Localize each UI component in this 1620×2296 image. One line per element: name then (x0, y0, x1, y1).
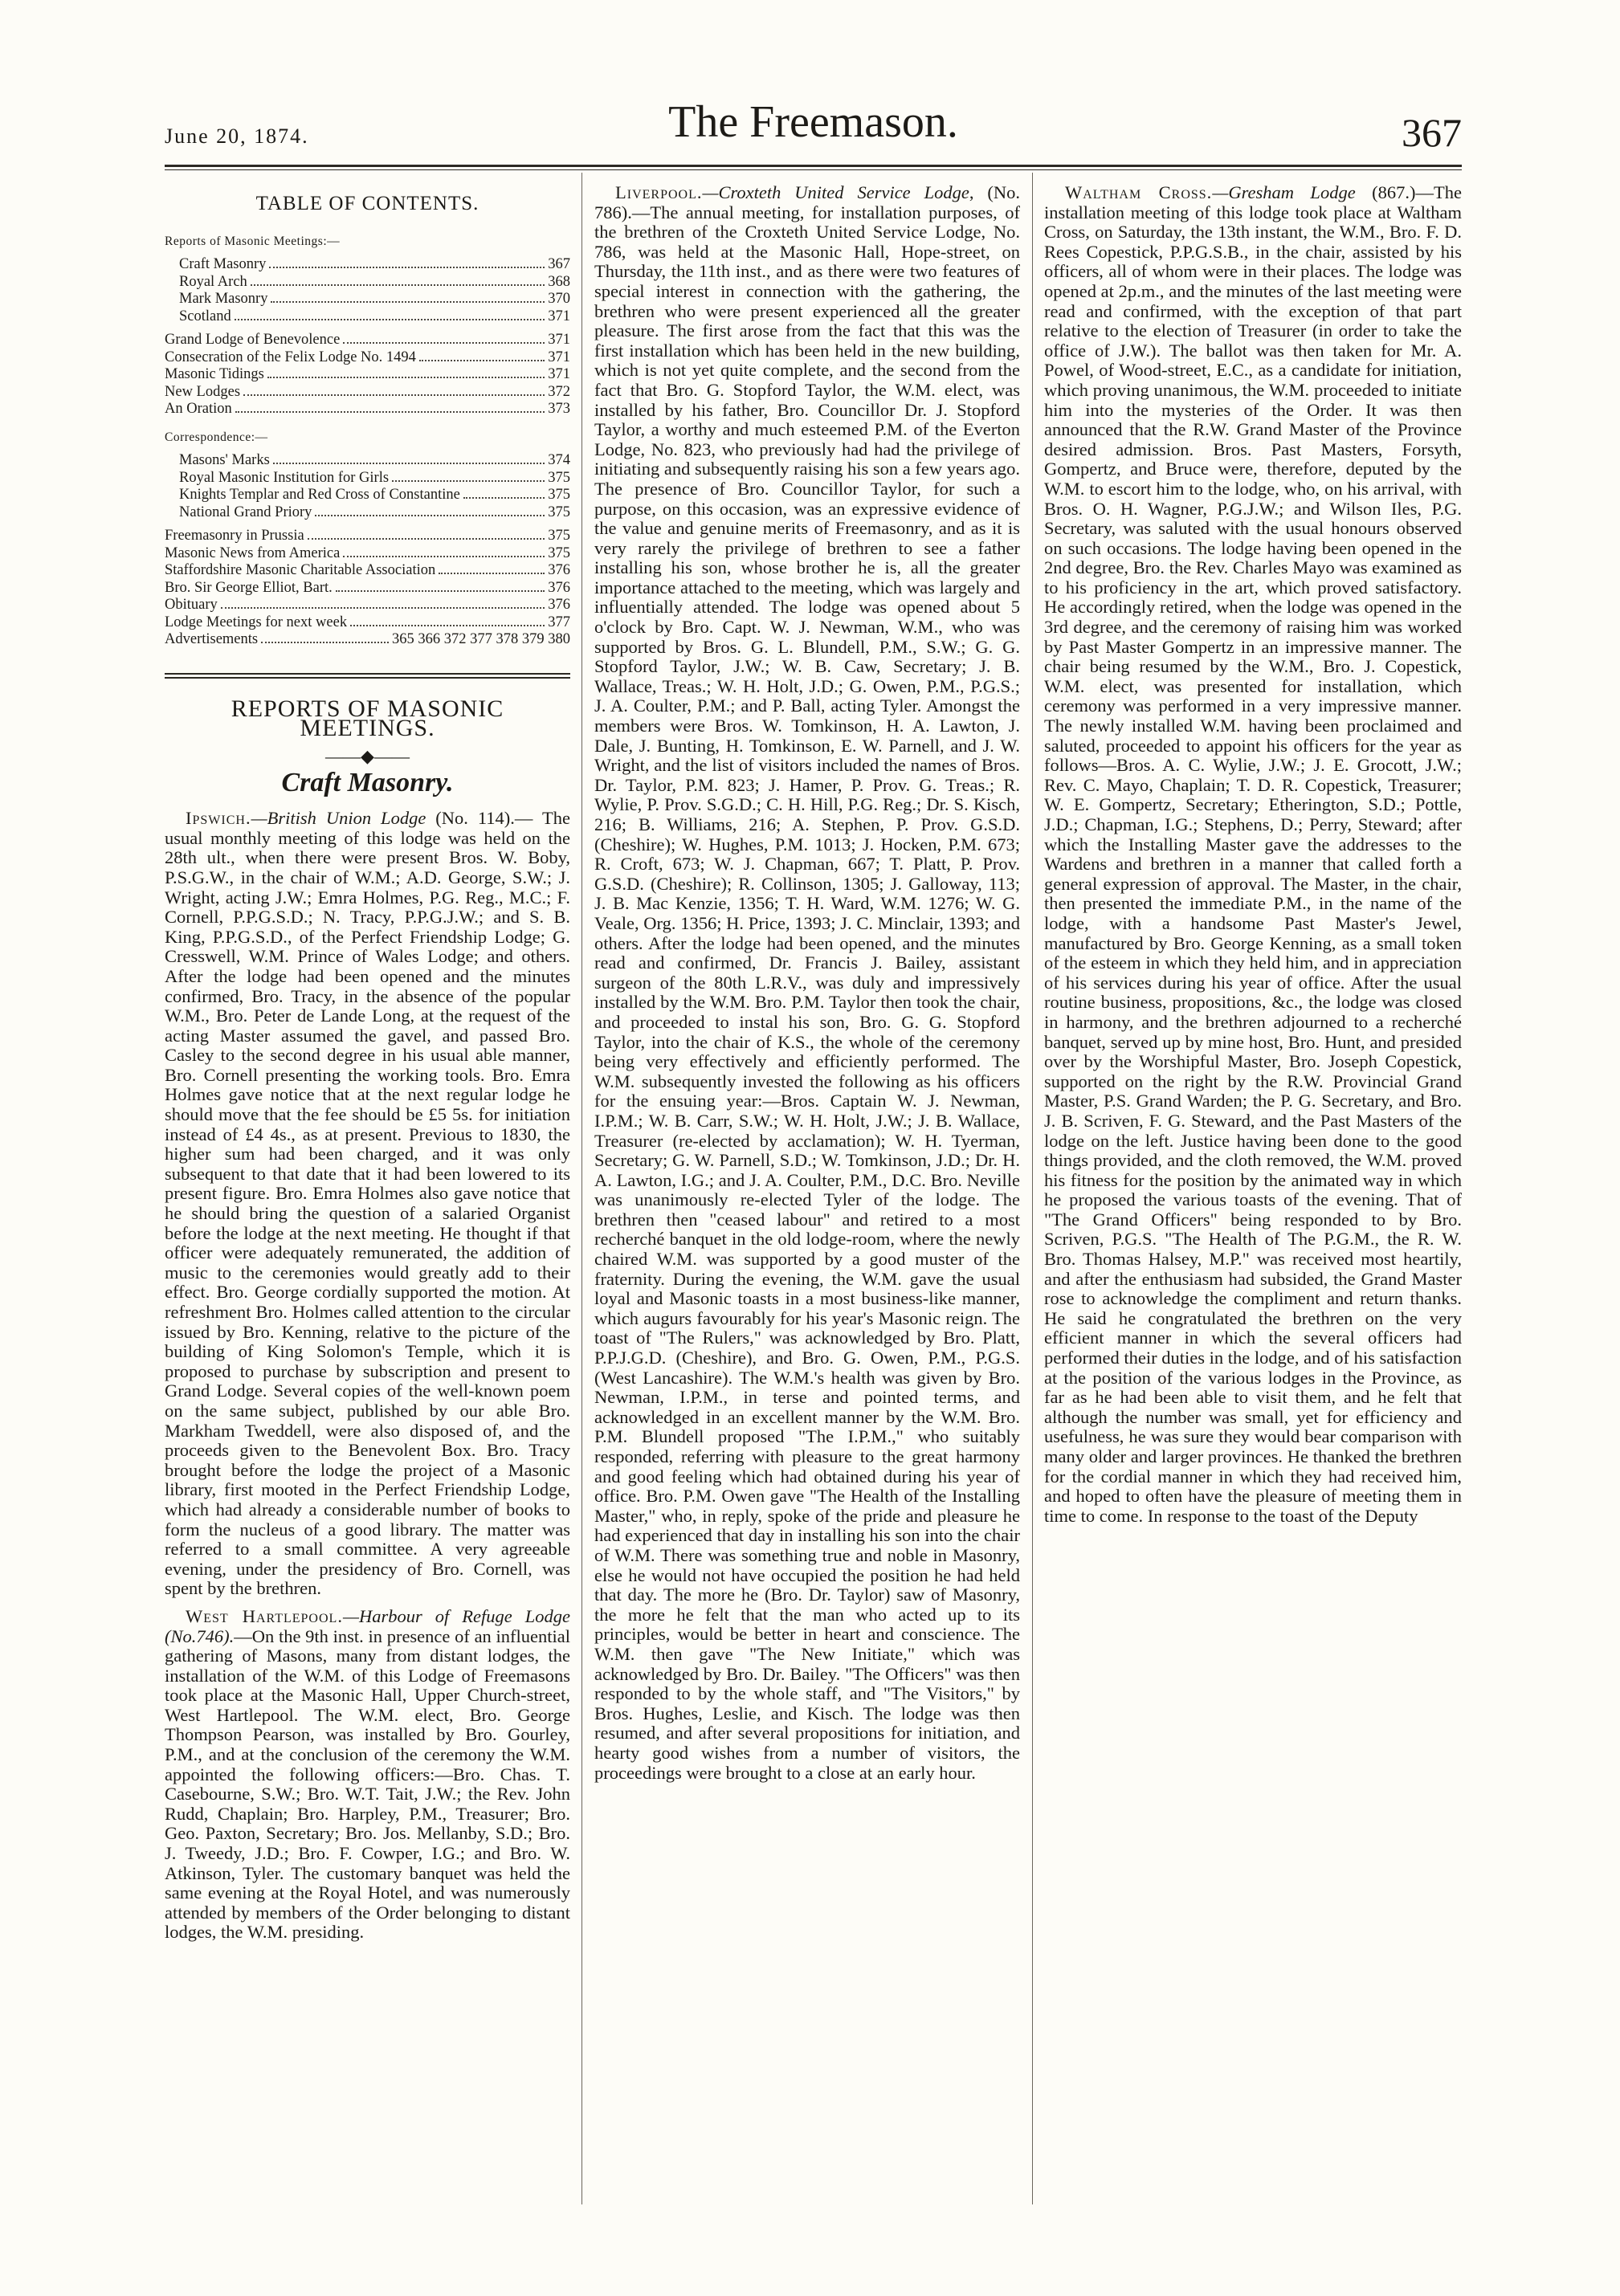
article-lodge-number: (No. 114).— (435, 808, 533, 829)
toc-tail-list (165, 528, 570, 649)
article-liverpool: Liverpool.—Croxteth United Service Lodge, (No. 786).—The annual meeting, for installation purposes, of the brethren of the Croxteth United Service Lodge, No. 786, was held at the Masonic Hall, Hope-street, on Thursday, the 11th inst., and as there were two features of special interest in connection with the gathering, the brethren who were present experienced all the greater pleasure. The first arose from the fact that this was the first installation which has been held in the new building, which is not yet quite complete, and the second from the fact that Bro. G. Stopford Taylor, the W.M. elect, was installed by his father, Bro. Councillor Dr. J. Stopford Taylor, a worthy and much esteemed P.M. of the Everton Lodge, No. 823, who previously had had the privilege of initiating and subsequently raising his son a few years ago. The presence of Bro. Councillor Taylor, for such a purpose, on this occasion, was an expressive evidence of the value and genuine merits of Freemasonry, and as it is very rarely the privilege of brethren to see a father installing his son, whose brother he is, all the greater importance attached to the meeting, which was largely and influentially attended. The lodge was opened about 5 o'clock by Bro. Capt. W. J. Newman, W.M., who was supported by Bros. G. L. Blundell, P.M., S.W.; G. G. Stopford Taylor, J.W.; W. B. Caw, Secretary; J. B. Wallace, Treas.; W. H. Holt, J.D.; G. Owen, P.M., P.G.S.; J. A. Coulter, P.M.; and P. Ball, acting Tyler. Amongst the members were Bros. W. Tomkinson, H. A. Lawton, J. Dale, J. Bunting, H. Tomkinson, E. W. Parnell, and J. W. Wright, and the list of visitors included the names of Bros. Dr. Taylor, P.M. 823; J. Hamer, P. Prov. G. Treas.; R. Wylie, P. Prov. S.G.D.; C. H. Hill, P.G. Reg.; Dr. S. Kisch, 216; B. Williams, 216; A. Stephen, P. Prov. G.S.D. (Cheshire); W. Hughes, P.M. 1013; J. Hocken, P.M. 673; R. Croft, 673; W. J. Chapman, 667; T. Platt, P. Prov. G.S.D. (Cheshire); R. Collinson, 1305; J. Galloway, 113; J. B. Mac Kenzie, 1356; T. H. Ward, W.M. 1276; W. G. Veale, Org. 1356; H. Price, 1393; J. C. Minclair, 1393; and others. After the lodge had been opened, and the minutes read and confirmed, Dr. Francis J. Bailey, assistant surgeon of the 80th L.R.V., was duly and impressively installed by the W.M. Bro. P.M. Taylor then took the chair, and proceeded to instal his son, Bro. G. G. Stopford Taylor, into the chair of K.S., the whole of the ceremony being very effectively and efficiently performed. The W.M. subsequently invested the following as his officers for the ensuing year:—Bros. Captain W. J. Newman, I.P.M.; W. B. Carr, S.W.; W. H. Holt, J.W.; J. B. Wallace, Treasurer (re-elected by acclamation); W. H. Tyerman, Secretary; G. W. Parnell, S.D.; W. Tomkinson, J.D.; Dr. H. A. Lawton, I.G.; and J. A. Coulter, P.M., D.C. Bro. Neville was unanimously re-elected Tyler of the lodge. The brethren then "ceased labour" and retired to a most recherché banquet in the old lodge-room, where the newly chaired W.M. was supported by a good muster of the fraternity. During the evening, the W.M. gave the usual loyal and Masonic toasts in a most business-like manner, which augurs favourably for his year's Masonic reign. The toast of "The Rulers," was acknowledged by Bro. Platt, P.P.J.G.D. (Cheshire), and Bro. G. Owen, P.M., P.G.S. (West Lancashire). The W.M.'s health was given by Bro. Newman, I.P.M., in terse and pointed terms, and acknowledged in an excellent manner by the W.M. Bro. P.M. Blundell proposed "The I.P.M.," who suitably responded, referring with pleasure to the great harmony and good feeling which had obtained during his year of office. Bro. P.M. Owen gave "The Health of the Installing Master," who, in reply, spoke of the pride and pleasure he had experienced that day in installing his son into the chair of W.M. There was something true and noble in Masonry, else he would not have occupied the position he had held that day. The more he (Bro. Dr. Taylor) saw of Masonry, the more he felt that the man who acted up to its principles, would be better in heart and conscience. The W.M. then gave "The New Initiate," which was acknowledged by Bro. Dr. Bailey. "The Officers" was then responded to by the whole staff, and "The Visitors," by Bros. Hughes, Leslie, and Kisch. The lodge was then resumed, and after several propositions for initiation, and hearty good wishes from a number of visitors, the proceedings were brought to a close at an early hour. (594, 183, 1020, 1783)
masthead-rule (165, 165, 1462, 167)
toc-leader-dots (269, 267, 545, 268)
article-lodge: —Croxteth United Service Lodge (702, 183, 969, 202)
article-lodge-number: (No.746). (165, 1625, 235, 1646)
toc-entry (165, 545, 570, 563)
toc-leader-dots (261, 642, 389, 643)
toc-entry (165, 291, 570, 308)
toc-entry-page: 377 (548, 614, 570, 630)
toc-leader-dots (463, 497, 545, 499)
toc-entry (165, 631, 570, 649)
toc-leader-dots (439, 573, 545, 574)
masthead-rule-thin (165, 169, 1462, 170)
toc-leader-dots (271, 301, 545, 303)
toc-entry-name: Craft Masonry (179, 256, 267, 273)
article-place: Ipswich. (186, 808, 251, 829)
toc-entry (165, 504, 570, 522)
toc-leader-dots (419, 360, 545, 361)
toc-entry-name: Mark Masonry (179, 291, 268, 308)
toc-entry-page: 371 (548, 332, 570, 349)
toc-entry-name: Freemasonry in Prussia (165, 528, 304, 544)
toc-title: TABLE OF CONTENTS. (255, 193, 479, 214)
toc-entry-page: 376 (548, 562, 570, 579)
toc-entry-name: Grand Lodge of Benevolence (165, 332, 341, 349)
toc-entry (165, 366, 570, 384)
toc-reports-list (165, 256, 570, 325)
article-lodge: —Gresham Lodge (1212, 183, 1356, 202)
column-3 (1044, 183, 1462, 2239)
toc-leader-dots (308, 538, 545, 540)
toc-entry (165, 384, 570, 402)
toc-entry (165, 308, 570, 326)
toc-leader-dots (267, 377, 545, 378)
toc-entry-page: 375 (548, 504, 570, 520)
toc-leader-dots (243, 394, 545, 396)
toc-entry-page: 376 (548, 579, 570, 596)
toc-entry-page: 368 (548, 273, 570, 290)
toc-leader-dots (235, 319, 545, 320)
article-waltham-cross (1044, 183, 1462, 1526)
toc-entry-page: 375 (548, 469, 570, 486)
toc-entry (165, 401, 570, 418)
column-2 (594, 183, 1020, 2239)
column-rule (1032, 173, 1033, 2204)
toc-leader-dots (221, 607, 545, 609)
toc-entry-name: Staffordshire Masonic Charitable Association (165, 562, 436, 579)
toc-entry-page: 373 (548, 401, 570, 418)
article-west-hartlepool (165, 1607, 570, 1943)
toc-leader-dots (343, 556, 545, 557)
article-lodge-number: (No. 786). (594, 183, 1020, 222)
toc-entry-page: 375 (548, 487, 570, 504)
page-number: 367 (1402, 110, 1462, 155)
toc-section-correspondence: Correspondence:— (165, 430, 268, 444)
toc-entry (165, 274, 570, 292)
toc-entry-name: New Lodges (165, 383, 241, 400)
toc-entry-page: 375 (548, 544, 570, 561)
toc-entry-name: Royal Arch (179, 273, 247, 290)
toc-entry (165, 470, 570, 487)
toc-entry-name: Advertisements (165, 631, 259, 648)
toc-correspondence-list (165, 452, 570, 521)
toc-leader-dots (235, 411, 545, 413)
column-1 (165, 183, 570, 2239)
toc-entry-page: 367 (548, 256, 570, 273)
article-place: Waltham Cross. (1065, 183, 1213, 202)
article-lodge: —British Union Lodge (251, 808, 426, 829)
toc-entry-page: 376 (548, 597, 570, 614)
article-lodge: —Harbour of Refuge Lodge (342, 1605, 570, 1626)
toc-entry-page: 371 (548, 349, 570, 365)
toc-entry-name: Obituary (165, 597, 218, 614)
toc-leader-dots (343, 342, 545, 344)
toc-entry (165, 487, 570, 504)
toc-entry-name: Scotland (179, 308, 231, 324)
section-divider (165, 673, 570, 679)
toc-entry-page: 370 (548, 291, 570, 308)
article-ipswich (165, 809, 570, 1599)
toc-entry-name: Royal Masonic Institution for Girls (179, 469, 390, 486)
toc-entry-name: Masonic News from America (165, 544, 341, 561)
toc-leader-dots (350, 625, 545, 626)
toc-entry-name: National Grand Priory (179, 504, 312, 520)
toc-leader-dots (315, 515, 545, 516)
toc-entry (165, 528, 570, 545)
article-body: —On the 9th inst. in presence of an influential gathering of Masons, many from distant lodges, the installation of the W.M. of this Lodge of Freemasons took place at the Masonic Hall, Upper Church-street, West Hartlepool. The W.M. elect, Bro. George Thompson Pearson, was installed by Bro. Gourley, P.M., and at the conclusion of the ceremony the W.M. appointed the following officers:—Bro. Chas. T. Casebourne, S.W.; Bro. W.T. Tait, J.W.; the Rev. John Rudd, Chaplain; Bro. Harpley, P.M., Treasurer; Bro. Geo. Paxton, Secretary; Bro. Jos. Mellanby, S.D.; Bro. J. Tweedy, J.D.; Bro. F. Cowper, I.G.; and Bro. W. Atkinson, Tyler. The customary banquet was held the same evening at the Royal Hotel, and was numerously attended by members of the Order belonging to distant lodges, the W.M. presiding. (165, 1625, 570, 1943)
toc-entry-name: Knights Templar and Red Cross of Constantine (179, 487, 460, 504)
toc-entry (165, 452, 570, 470)
craft-masonry-heading: Craft Masonry. (281, 767, 454, 797)
toc-entry-name: Consecration of the Felix Lodge No. 1494 (165, 349, 416, 365)
toc-entry (165, 614, 570, 632)
toc-entry (165, 349, 570, 367)
toc-entry-name: An Oration (165, 401, 232, 418)
toc-entry-page: 374 (548, 452, 570, 469)
toc-entry (165, 580, 570, 597)
article-body: —The installation meeting of this lodge took place at Waltham Cross, on Saturday, the 13th instant, the W.M., Bro. F. D. Rees Copestick, P.P.G.S.B., in the chair, assisted by his officers, all of whom were in their places. The lodge was opened at 2p.m., and the minutes of the last meeting were read and confirmed, with the exception of that part relative to the election of Treasurer (in order to take the office of J.W.). The ballot was then taken for Mr. A. Powel, of Wood-street, E.C., as a candidate for initiation, which proving unanimous, the W.M. proceeded to initiate him into the mysteries of the Order. It was then announced that the R.W. Grand Master of the Province desired admission. Bros. Past Masters, Forsyth, Gompertz, and Bruce were, therefore, deputed by the W.M. to escort him to the lodge, who, on his arrival, with Bros. O. H. Wagner, P.G.J.W.; and Wilson Iles, P.G. Secretary, was saluted with the usual honours observed on such occasions. The lodge having been opened in the 2nd degree, Bro. the Rev. Charles Mayo was examined as to his proficiency in the art, which proved satisfactory. He accordingly retired, when the lodge was opened in the 3rd degree, and the ceremony of raising him was worked by Past Master Gompertz in an impressive manner. The chair being resumed by the W.M., Bro. J. Copestick, W.M. elect, was presented for installation, which ceremony was performed in a very impressive manner. The newly installed W.M. having been proclaimed and saluted, proceeded to appoint his officers for the year as follows—Bros. A. C. Wylie, J.W.; J. E. Grocott, J.W.; Rev. C. Mayo, Chaplain; T. D. R. Copestick, Treasurer; W. E. Gompertz, Secretary; Etherington, S.D.; Pottle, J.D.; Chapman, I.G.; Stephens, D.; Perry, Steward; after which the Installing Master gave the addresses to the Wardens and brethren in a manner that called forth a general expression of approval. The Master, in the chair, then presented the immediate P.M., in the name of the lodge, with a handsome Past Master's Jewel, manufactured by Bro. George Kenning, as a small token of the esteem in which they held him, and in appreciation of his services during his year of office. After the usual routine business, propositions, &c., the lodge was closed in harmony, and the brethren adjourned to a recherché banquet, served up by mine host, Bro. Hunt, and presided over by the Worshipful Master, Bro. Joseph Copestick, supported on the right by the R.W. Provincial Grand Master, P.S. Grand Warden; the P. G. Secretary, and Bro. J. B. Scriven, F. G. Steward, and the Past Masters of the lodge on the left. Justice having been done to the good things provided, and the cloth removed, the W.M. proved his fitness for the position by the animated way in which he proposed the various toasts of the evening. That of "The Grand Officers" being responded to by Bro. Scriven, P.G.S. "The Health of The P.G.M., the R. W. Bro. Thomas Halsey, M.P." was received most heartily, and after the enthusiasm had subsided, the Grand Master rose to acknowledge the compliment and return thanks. He said he congratulated the brethren on the very efficient manner in which the several officers had performed their duties in the lodge, and of his satisfaction at the position of the various lodges in the Province, as far as he had been able to visit them, and he felt that although the number was small, yet for efficiency and usefulness, he was sure they would bear comparison with many older and larger provinces. He thanked the brethren for the cordial manner in which they had received him, and hoped to often have the pleasure of meeting them in time to come. In response to the toast of the Deputy (1044, 183, 1462, 1526)
toc-entry (165, 597, 570, 614)
toc-general-list (165, 332, 570, 418)
toc-leader-dots (251, 284, 545, 286)
column-rule (581, 173, 582, 2204)
toc-entry (165, 332, 570, 349)
ornament-divider: ——◆—— (325, 745, 410, 766)
toc-entry-page: 375 (548, 528, 570, 544)
masthead (165, 96, 1462, 161)
toc-entry-name: Lodge Meetings for next week (165, 614, 348, 630)
toc-entry-name: Masons' Marks (179, 452, 270, 469)
newspaper-title: The Freemason. (668, 97, 958, 147)
toc-leader-dots (336, 590, 545, 592)
toc-entry-page: 372 (548, 383, 570, 400)
toc-entry (165, 562, 570, 580)
article-place: West Hartlepool. (186, 1605, 343, 1626)
article-body: The usual monthly meeting of this lodge was held on the 28th ult., when there were present Bros. W. Boby, P.S.G.W., in the chair of W.M.; A.D. George, S.W.; J. Wright, acting J.W.; Emra Holmes, P.G. Reg., M.C.; F. Cornell, P.P.G.S.D.; N. Tracy, P.P.G.J.W.; and S. B. King, P.P.G.S.D., of the Perfect Friendship Lodge; G. Cresswell, W.M. Prince of Wales Lodge; and others. After the lodge had been opened and the minutes confirmed, Bro. Tracy, in the absence of the popular W.M., Bro. Peter de Lande Long, at the request of the acting Master assumed the gavel, and passed Bro. Casley to the second degree in his usual able manner, Bro. Cornell presenting the working tools. Bro. Emra Holmes gave notice that at the next regular lodge he should move that the fee should be £5 5s. for initiation instead of £4 4s., as at present. Previous to 1830, the higher sum had been charged, and it was only subsequent to that date that it had been lowered to its present figure. Bro. Emra Holmes also gave notice that he should bring the question of a salaried Organist before the lodge at the next meeting. He thought if that officer were adequately remunerated, the addition of music to the ceremonies would greatly add to their effect. Bro. George cordially supported the motion. At refreshment Bro. Holmes called attention to the circular issued by Bro. Kenning, relative to the picture of the building of King Solomon's Temple, which it is proposed to purchase by subscription and present to Grand Lodge. Several copies of the well-known poem on the same subject, published by our able Bro. Markham Tweddell, were also disposed of, and the proceeds given to the Benevolent Box. Bro. Tracy brought before the lodge the project of a Masonic library, first mooted in the Perfect Friendship Lodge, which had already a considerable number of books to form the nucleus of a good library. The matter was referred to a small committee. A very agreeable evening, under the presidency of Bro. Cornell, was spent by the brethren. (165, 808, 570, 1599)
issue-date: June 20, 1874. (165, 124, 309, 148)
reports-heading: REPORTS OF MASONIC MEETINGS. (231, 695, 504, 742)
article-lodge-number: (867.) (1372, 183, 1416, 202)
toc-entry-page: 371 (548, 366, 570, 383)
toc-leader-dots (273, 463, 545, 464)
article-body: —The annual meeting, for installation purposes, of the brethren of the Croxteth United Service Lodge, No. 786, was held at the Masonic Hall, Hope-street, on Thursday, the 11th inst., and as there were two features of special interest in connection with the gathering, the brethren who were present experienced all the greater pleasure. The first arose from the fact that this was the first installation which has been held in the new building, which is not yet quite complete, and the second from the fact that Bro. G. Stopford Taylor, the W.M. elect, was installed by his father, Bro. Councillor Dr. J. Stopford Taylor, a worthy and much esteemed P.M. of the Everton Lodge, No. 823, who previously had had the privilege of initiating and subsequently raising his son a few years ago. The presence of Bro. Councillor Taylor, for such a purpose, on this occasion, was an expressive evidence of the value and genuine merits of Freemasonry, and as it is very rarely the privilege of brethren to see a father installing his son, whose brother he is, all the greater importance attached to the meeting, which was largely and influentially attended. The lodge was opened about 5 o'clock by Bro. Capt. W. J. Newman, W.M., who was supported by Bros. G. L. Blundell, P.M., S.W.; G. G. Stopford Taylor, J.W.; W. B. Caw, Secretary; J. B. Wallace, Treas.; W. H. Holt, J.D.; G. Owen, P.M., P.G.S.; J. A. Coulter, P.M.; and P. Ball, acting Tyler. Amongst the members were Bros. W. Tomkinson, H. A. Lawton, J. Dale, J. Bunting, H. Tomkinson, E. W. Parnell, and J. W. Wright, and the list of visitors included the names of Bros. Dr. Taylor, P.M. 823; J. Hamer, P. Prov. G. Treas.; R. Wylie, P. Prov. S.G.D.; C. H. Hill, P.G. Reg.; Dr. S. Kisch, 216; B. Williams, 216; A. Stephen, P. Prov. G.S.D. (Cheshire); W. Hughes, P.M. 1013; J. Hocken, P.M. 673; R. Croft, 673; W. J. Chapman, 667; T. Platt, P. Prov. G.S.D. (Cheshire); R. Collinson, 1305; J. Galloway, 113; J. B. Mac Kenzie, 1356; T. H. Ward, W.M. 1276; W. G. Veale, Org. 1356; H. Price, 1393; J. C. Minclair, 1393; and others. After the lodge had been opened, and the minutes read and confirmed, Dr. Francis J. Bailey, assistant surgeon of the 80th L.R.V., was duly and impressively installed by the W.M. Bro. P.M. Taylor then took the chair, and proceeded to instal his son, Bro. G. G. Stopford Taylor, into the chair of K.S., the whole of the ceremony being very effectively and efficiently performed. The W.M. subsequently invested the following as his officers for the ensuing year:—Bros. Captain W. J. Newman, I.P.M.; W. B. Carr, S.W.; W. H. Holt, J.W.; J. B. Wallace, Treasurer (re-elected by acclamation); W. H. Tyerman, Secretary; G. W. Parnell, S.D.; W. Tomkinson, J.D.; Dr. H. A. Lawton, I.G.; and J. A. Coulter, P.M., D.C. Bro. Neville was unanimously re-elected Tyler of the lodge. The brethren then "ceased labour" and retired to a most recherché banquet in the old lodge-room, where the newly chaired W.M. was supported by a good muster of the fraternity. During the evening, the W.M. gave the usual loyal and Masonic toasts in a most business-like manner, which augurs favourably for his year's Masonic reign. The toast of "The Rulers," was acknowledged by Bro. Platt, P.P.J.G.D. (Cheshire), and Bro. G. Owen, P.M., P.G.S. (West Lancashire). The W.M.'s health was given by Bro. Newman, I.P.M., in terse and pointed terms, and acknowledged in an excellent manner by the W.M. Bro. P.M. Blundell proposed "The I.P.M.," who suitably responded, referring with pleasure to the great harmony and good feeling which had obtained during his year of office. Bro. P.M. Owen gave "The Health of the Installing Master," who, in reply, spoke of the pride and pleasure he had experienced that day in installing his son into the chair of W.M. There was something true and noble in Masonry, else he would not have occupied the position he had held that day. The more he (Bro. Dr. Taylor) saw of Masonry, the more he felt that the man who acted up to its principles, would be better in heart and conscience. The W.M. then gave "The New Initiate," which was acknowledged by Bro. Dr. Bailey. "The Officers" was then responded to by the whole staff, and "The Visitors," by Bros. Hughes, Leslie, and Kisch. The lodge was then resumed, and after several propositions for initiation, and hearty good wishes from a number of visitors, the proceedings were brought to a close at an early hour. (594, 202, 1020, 1783)
toc-entry-name: Masonic Tidings (165, 366, 264, 383)
toc-entry-page: 371 (548, 308, 570, 324)
toc-leader-dots (392, 480, 545, 482)
toc-entry (165, 256, 570, 274)
article-place: Liverpool. (615, 183, 703, 202)
toc-section-reports: Reports of Masonic Meetings:— (165, 234, 341, 248)
toc-entry-name: Bro. Sir George Elliot, Bart. (165, 579, 333, 596)
toc-entry-page: 365 366 372 377 378 379 380 (392, 631, 570, 648)
